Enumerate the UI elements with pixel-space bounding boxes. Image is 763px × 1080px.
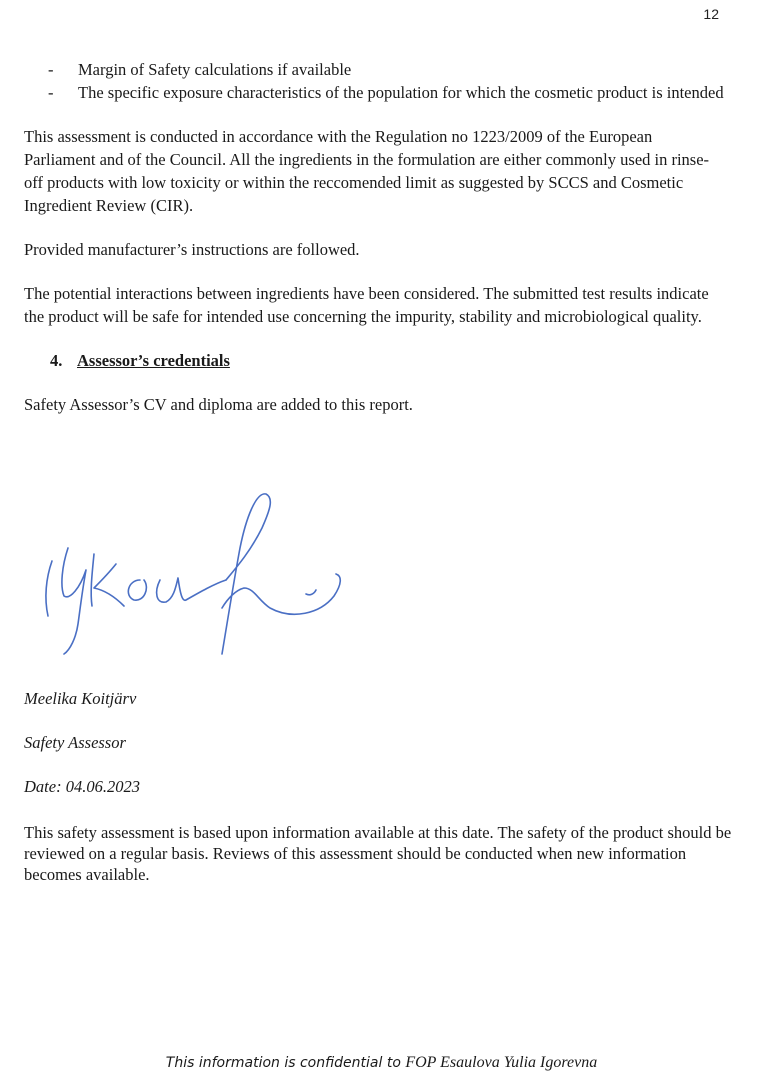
instructions-paragraph: Provided manufacturer’s instructions are followed. [24, 240, 360, 259]
assessor-role: Safety Assessor [24, 733, 126, 752]
page-number: 12 [703, 6, 719, 22]
confidentiality-footer [0, 1054, 763, 1072]
assessor-name: Meelika Koitjärv [24, 689, 137, 708]
section-heading [24, 349, 724, 372]
section-title: Assessor’s credentials [77, 351, 230, 370]
cv-note: Safety Assessor’s CV and diploma are added to this report. [24, 395, 413, 414]
footer-company: FOP Esaulova Yulia Igorevna [405, 1054, 598, 1071]
regulation-paragraph: This assessment is conducted in accordance with the Regulation no 1223/2009 of the European Parliament and of the Council. All the ingredients in the formulation are either commonly used in rinse-off products with low toxicity or within the reccomended limit as suggested by SCCS and Cosmetic Ingredient Review (CIR). [24, 127, 710, 215]
closing-paragraph: This safety assessment is based upon information available at this date. The safety of the product should be reviewed on a regular basis. Reviews of this assessment should be conducted when new information becomes available. [24, 823, 732, 884]
interactions-paragraph: The potential interactions between ingredients have been considered. The submitted test results indicate the product will be safe for intended use concerning the impurity, stability and microbiological quality. [24, 284, 709, 326]
bullet-item: - The specific exposure characteristics of the population for which the cosmetic product is intended [24, 81, 724, 104]
bullet-list [24, 58, 724, 104]
section-number: 4. [50, 351, 63, 370]
assessment-date: Date: 04.06.2023 [24, 777, 140, 796]
bullet-item: - Margin of Safety calculations if available [24, 58, 724, 81]
footer-prefix: This information is confidential to [165, 1055, 406, 1071]
document-body [24, 58, 724, 416]
handwritten-signature [30, 488, 370, 668]
